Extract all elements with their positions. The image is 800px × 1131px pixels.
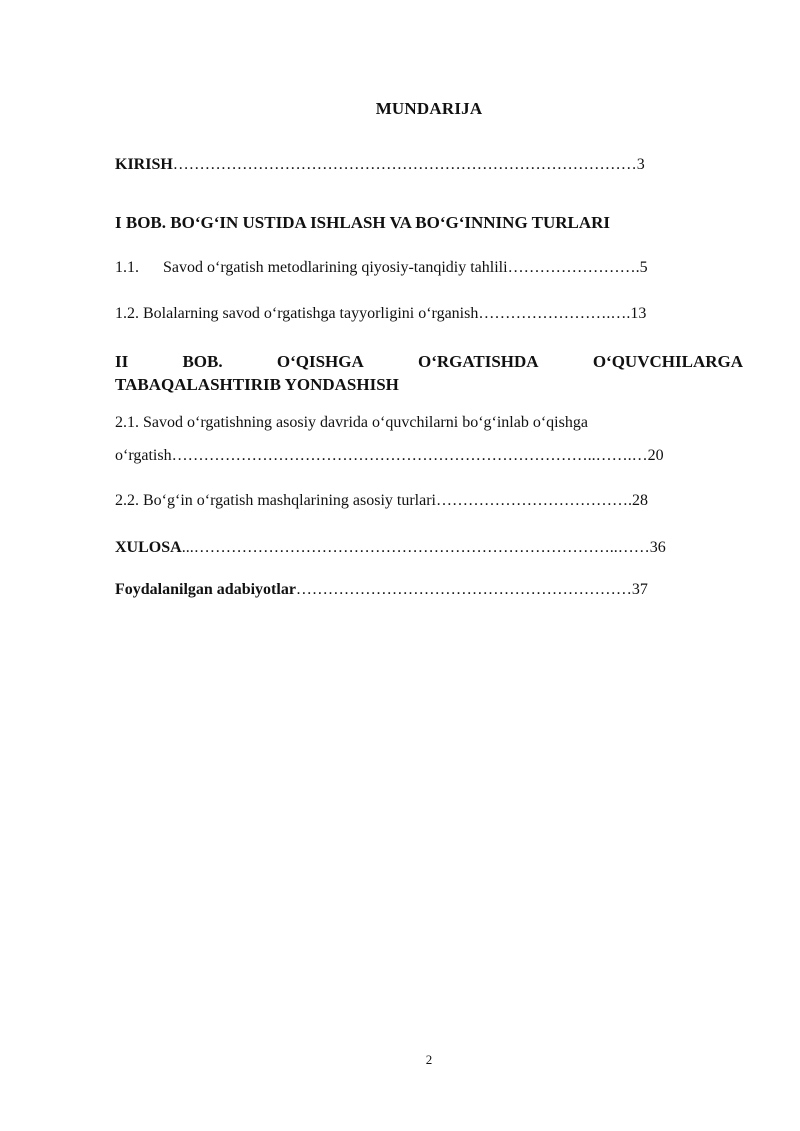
chapter-2-word: II — [115, 352, 129, 371]
toc-leader: ………………………………. — [436, 492, 632, 509]
toc-page-number: 13 — [630, 305, 647, 322]
toc-leader: …………………….…. — [478, 305, 631, 322]
toc-chapter-1-heading: I BOB. BO‘G‘IN USTIDA ISHLASH VA BO‘G‘INNING TURLARI — [115, 213, 611, 232]
toc-page-number: 28 — [632, 492, 648, 509]
toc-entry-kirish — [115, 155, 741, 175]
toc-chapter-2-heading-line2: TABAQALASHTIRIB YONDASHISH — [115, 375, 399, 394]
toc-entry-label: XULOSA — [115, 539, 182, 556]
toc-leader: ……………………………………………………… — [295, 581, 632, 598]
toc-entry-label: Savod o‘rgatish metodlarining qiyosiy-tanqidiy tahlili — [163, 259, 508, 276]
toc-entry-xulosa — [115, 538, 741, 558]
page-number: 2 — [425, 1052, 433, 1067]
toc-entry-1-1 — [115, 258, 741, 278]
toc-entry-adabiyotlar — [115, 580, 741, 600]
toc-chapter-2-heading-line1 — [115, 351, 743, 373]
toc-entry-label: 1.2. Bolalarning savod o‘rgatishga tayyorligini o‘rganish — [115, 305, 479, 322]
toc-entry-number: 1.1. — [115, 259, 139, 276]
toc-page-number: 20 — [647, 447, 664, 464]
toc-title: MUNDARIJA — [375, 99, 483, 118]
toc-page-number: 36 — [649, 539, 666, 556]
toc-page-number: 5 — [639, 259, 648, 276]
toc-leader: …………………………………………………………………………… — [172, 156, 637, 173]
toc-entry-2-1-line1: 2.1. Savod o‘rgatishning asosiy davrida o‘quvchilarni bo‘g‘inlab o‘qishga — [115, 414, 588, 431]
toc-leader: ...……………………………………………………………………..…… — [181, 539, 650, 556]
toc-page-number: 3 — [636, 156, 645, 173]
toc-page-number: 37 — [631, 581, 648, 598]
toc-entry-2-2 — [115, 491, 741, 511]
chapter-2-word: O‘QISHGA — [276, 352, 364, 371]
toc-entry-2-1-line2 — [115, 446, 741, 466]
chapter-2-word: BOB. — [182, 352, 223, 371]
toc-entry-label: Foydalanilgan adabiyotlar — [115, 581, 296, 598]
toc-entry-label: o‘rgatish — [115, 447, 172, 464]
toc-entry-label: 2.2. Bo‘g‘in o‘rgatish mashqlarining asosiy turlari — [115, 492, 436, 509]
toc-leader: ……………………. — [507, 259, 640, 276]
toc-entry-1-2 — [115, 304, 741, 324]
toc-leader: ……………………………………………………………………..…….… — [171, 447, 648, 464]
chapter-2-word: O‘QUVCHILARGA — [592, 352, 743, 371]
chapter-2-word: O‘RGATISHDA — [418, 352, 539, 371]
toc-entry-label: KIRISH — [115, 156, 173, 173]
